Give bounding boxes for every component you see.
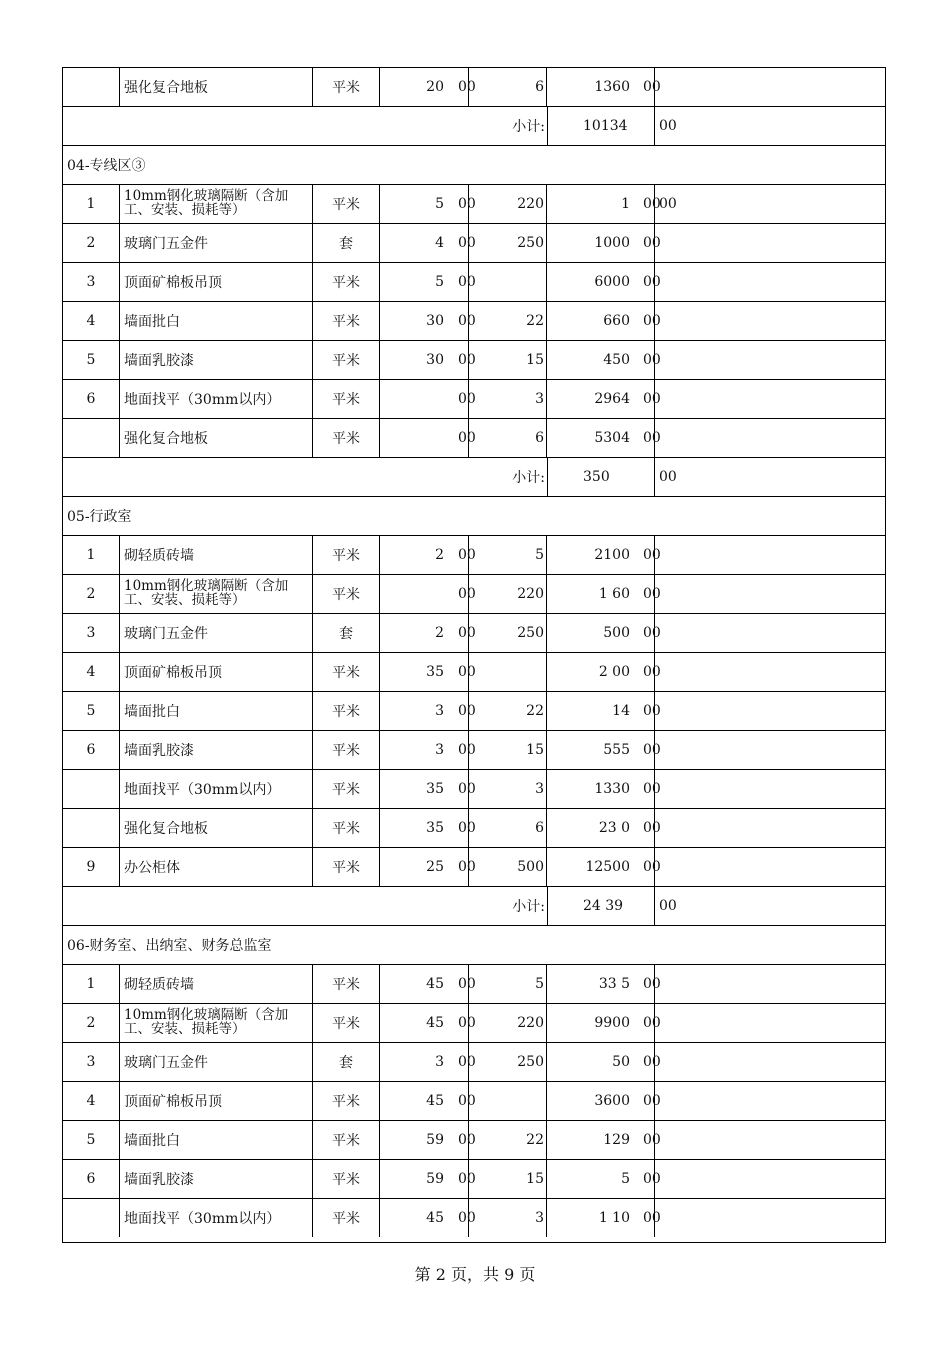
- item-name: 墙面批白: [120, 1121, 313, 1159]
- item-price: 250: [469, 1043, 547, 1081]
- item-remark: [655, 770, 885, 808]
- item-unit: 平米: [313, 731, 380, 769]
- item-number: 5: [63, 692, 120, 730]
- total-integer: 1 10: [598, 1210, 630, 1226]
- quantity-decimal: 00: [458, 586, 476, 602]
- item-unit: 平米: [313, 809, 380, 847]
- total-decimal: 00: [643, 742, 661, 758]
- total-integer: 1330: [594, 781, 630, 797]
- total-integer: 2 00: [598, 664, 630, 680]
- item-name: 墙面乳胶漆: [120, 341, 313, 379]
- item-remark: [655, 653, 885, 691]
- quantity-integer: 3: [435, 703, 444, 719]
- item-price: [469, 1082, 547, 1120]
- item-unit: 平米: [313, 770, 380, 808]
- quantity-decimal: 00: [458, 664, 476, 680]
- item-number: [63, 68, 120, 106]
- quantity-decimal: 00: [458, 859, 476, 875]
- item-number: 4: [63, 302, 120, 340]
- item-name: 地面找平（30mm以内）: [120, 770, 313, 808]
- item-unit: 平米: [313, 1199, 380, 1237]
- table-row: [63, 1160, 885, 1199]
- quantity-integer: 30: [426, 352, 444, 368]
- quantity-integer: 59: [426, 1171, 444, 1187]
- item-price: 3: [469, 380, 547, 418]
- quantity-integer: 4: [435, 235, 444, 251]
- subtotal-value: 10134: [583, 118, 628, 134]
- item-unit: 平米: [313, 965, 380, 1003]
- table-row: [63, 341, 885, 380]
- table-row: [63, 653, 885, 692]
- total-decimal: 00: [643, 859, 661, 875]
- item-price: [469, 263, 547, 301]
- table-row: [63, 614, 885, 653]
- item-unit: 平米: [313, 692, 380, 730]
- total-decimal: 00: [643, 976, 661, 992]
- item-number: 3: [63, 263, 120, 301]
- item-number: 5: [63, 341, 120, 379]
- quantity-integer: [420, 419, 444, 457]
- item-number: 6: [63, 1160, 120, 1198]
- quantity-integer: [420, 380, 444, 418]
- item-number: 4: [63, 653, 120, 691]
- item-remark: [655, 1199, 885, 1237]
- quantity-decimal: 00: [458, 235, 476, 251]
- item-number: 9: [63, 848, 120, 886]
- quantity-integer: 30: [426, 313, 444, 329]
- item-remark: [655, 1082, 885, 1120]
- item-remark: [655, 1160, 885, 1198]
- table-row: [63, 263, 885, 302]
- quantity-decimal: 00: [458, 742, 476, 758]
- table-row: [63, 536, 885, 575]
- item-name: 墙面乳胶漆: [120, 731, 313, 769]
- total-decimal: 00: [643, 352, 661, 368]
- total-integer: 500: [603, 625, 630, 641]
- subtotal-value: 24 39: [583, 898, 624, 914]
- section-title: 04-专线区③: [67, 158, 146, 174]
- total-decimal: 00: [643, 1015, 661, 1031]
- table-row: [63, 809, 885, 848]
- item-unit: 平米: [313, 302, 380, 340]
- item-name: 顶面矿棉板吊顶: [120, 1082, 313, 1120]
- total-decimal: 00: [643, 1093, 661, 1109]
- item-number: 2: [63, 1004, 120, 1042]
- item-price: 3: [469, 770, 547, 808]
- total-decimal: 00: [643, 235, 661, 251]
- item-remark: [655, 614, 885, 652]
- item-price: 3: [469, 1199, 547, 1237]
- item-number: 4: [63, 1082, 120, 1120]
- total-integer: 1 60: [598, 586, 630, 602]
- total-decimal: 00: [643, 391, 661, 407]
- item-remark: [655, 731, 885, 769]
- item-name: 玻璃门五金件: [120, 224, 313, 262]
- total-extra: 00: [659, 196, 677, 212]
- total-integer: 1000: [594, 235, 630, 251]
- quantity-integer: 3: [435, 1054, 444, 1070]
- item-price: 6: [469, 419, 547, 457]
- quantity-integer: 20: [426, 79, 444, 95]
- table-row: [63, 575, 885, 614]
- item-price: 22: [469, 1121, 547, 1159]
- subtotal-row: [63, 107, 885, 146]
- item-price: 15: [469, 1160, 547, 1198]
- quantity-integer: 3: [435, 742, 444, 758]
- item-remark: [655, 536, 885, 574]
- subtotal-row: [63, 458, 885, 497]
- item-name: 玻璃门五金件: [120, 614, 313, 652]
- page-footer: 第 2 页，共 9 页: [414, 1265, 536, 1284]
- item-price: 220: [469, 185, 547, 223]
- total-integer: 14: [612, 703, 630, 719]
- total-decimal: 00: [643, 1132, 661, 1148]
- item-price: 6: [469, 68, 547, 106]
- item-number: 3: [63, 1043, 120, 1081]
- item-remark: [655, 809, 885, 847]
- quantity-decimal: 00: [458, 79, 476, 95]
- item-remark: [655, 224, 885, 262]
- table-row: [63, 224, 885, 263]
- total-integer: 33 5: [598, 976, 630, 992]
- item-number: [63, 809, 120, 847]
- item-remark: [655, 185, 885, 223]
- section-row: [63, 146, 885, 185]
- table-row: [63, 1199, 885, 1238]
- quantity-decimal: 00: [458, 781, 476, 797]
- table-row: [63, 185, 885, 224]
- item-unit: 平米: [313, 848, 380, 886]
- section-row: [63, 497, 885, 536]
- quantity-integer: 35: [426, 820, 444, 836]
- item-unit: 套: [313, 1043, 380, 1081]
- table-row: [63, 419, 885, 458]
- total-integer: 1: [621, 196, 630, 212]
- item-price: 250: [469, 224, 547, 262]
- table-row: [63, 1121, 885, 1160]
- total-decimal: 00: [643, 664, 661, 680]
- total-decimal: 00: [643, 1054, 661, 1070]
- table-row: [63, 380, 885, 419]
- item-name: 10mm钢化玻璃隔断（含加工、安装、损耗等）: [120, 1004, 313, 1042]
- quote-table: [62, 67, 886, 1243]
- item-number: 1: [63, 965, 120, 1003]
- item-remark: [655, 419, 885, 457]
- item-number: [63, 1199, 120, 1237]
- total-integer: 1360: [594, 79, 630, 95]
- total-decimal: 00: [643, 1171, 661, 1187]
- quantity-decimal: 00: [458, 196, 476, 212]
- total-integer: 129: [603, 1132, 630, 1148]
- item-name: 10mm钢化玻璃隔断（含加工、安装、损耗等）: [120, 185, 313, 223]
- quantity-decimal: 00: [458, 703, 476, 719]
- total-integer: 5: [621, 1171, 630, 1187]
- item-name: 砌轻质砖墙: [120, 965, 313, 1003]
- table-row: [63, 692, 885, 731]
- quantity-decimal: 00: [458, 1210, 476, 1226]
- table-row: [63, 1082, 885, 1121]
- item-name: 10mm钢化玻璃隔断（含加工、安装、损耗等）: [120, 575, 313, 613]
- quantity-decimal: 00: [458, 820, 476, 836]
- item-remark: [655, 965, 885, 1003]
- item-price: [469, 653, 547, 691]
- item-number: 2: [63, 224, 120, 262]
- quantity-decimal: 00: [458, 976, 476, 992]
- table-row: [63, 1004, 885, 1043]
- total-integer: 23 0: [598, 820, 630, 836]
- table-row: [63, 770, 885, 809]
- subtotal-cents: 00: [659, 898, 677, 914]
- quantity-decimal: 00: [458, 1132, 476, 1148]
- total-decimal: 00: [643, 430, 661, 446]
- total-integer: 2100: [594, 547, 630, 563]
- item-name: 地面找平（30mm以内）: [120, 380, 313, 418]
- item-unit: 平米: [313, 263, 380, 301]
- item-number: 2: [63, 575, 120, 613]
- item-price: 22: [469, 692, 547, 730]
- item-number: 1: [63, 185, 120, 223]
- item-unit: 平米: [313, 1121, 380, 1159]
- item-unit: 套: [313, 614, 380, 652]
- quantity-integer: [420, 575, 444, 613]
- item-number: 5: [63, 1121, 120, 1159]
- item-number: [63, 419, 120, 457]
- item-remark: [655, 380, 885, 418]
- quantity-decimal: 00: [458, 547, 476, 563]
- subtotal-value: 350: [583, 469, 610, 485]
- item-name: 强化复合地板: [120, 419, 313, 457]
- item-unit: 平米: [313, 536, 380, 574]
- item-remark: [655, 341, 885, 379]
- total-decimal: 00: [643, 781, 661, 797]
- item-number: 3: [63, 614, 120, 652]
- item-unit: 平米: [313, 68, 380, 106]
- section-title: 05-行政室: [67, 509, 132, 525]
- item-name: 砌轻质砖墙: [120, 536, 313, 574]
- item-name: 地面找平（30mm以内）: [120, 1199, 313, 1237]
- quantity-decimal: 00: [458, 274, 476, 290]
- total-integer: 2964: [594, 391, 630, 407]
- item-price: 22: [469, 302, 547, 340]
- subtotal-label: 小计:: [512, 470, 545, 486]
- total-integer: 50: [612, 1054, 630, 1070]
- item-unit: 平米: [313, 380, 380, 418]
- table-row: [63, 68, 885, 107]
- item-number: 6: [63, 731, 120, 769]
- item-remark: [655, 1121, 885, 1159]
- total-decimal: 00: [643, 196, 661, 212]
- total-integer: 555: [603, 742, 630, 758]
- quantity-integer: 5: [435, 274, 444, 290]
- item-price: 220: [469, 1004, 547, 1042]
- section-row: [63, 926, 885, 965]
- total-decimal: 00: [643, 547, 661, 563]
- total-decimal: 00: [643, 1210, 661, 1226]
- item-remark: [655, 692, 885, 730]
- item-remark: [655, 575, 885, 613]
- quantity-integer: 2: [435, 625, 444, 641]
- total-integer: 12500: [585, 859, 630, 875]
- item-unit: 平米: [313, 341, 380, 379]
- total-integer: 3600: [594, 1093, 630, 1109]
- item-unit: 平米: [313, 1160, 380, 1198]
- total-integer: 9900: [594, 1015, 630, 1031]
- item-unit: 套: [313, 224, 380, 262]
- quantity-decimal: 00: [458, 1171, 476, 1187]
- item-unit: 平米: [313, 653, 380, 691]
- table-row: [63, 731, 885, 770]
- subtotal-row: [63, 887, 885, 926]
- total-decimal: 00: [643, 79, 661, 95]
- item-remark: [655, 263, 885, 301]
- quantity-decimal: 00: [458, 352, 476, 368]
- total-decimal: 00: [643, 313, 661, 329]
- item-number: 6: [63, 380, 120, 418]
- item-remark: [655, 302, 885, 340]
- quantity-integer: 2: [435, 547, 444, 563]
- total-integer: 6000: [594, 274, 630, 290]
- item-price: 5: [469, 965, 547, 1003]
- item-remark: [655, 1004, 885, 1042]
- quantity-decimal: 00: [458, 313, 476, 329]
- total-decimal: 00: [643, 625, 661, 641]
- total-decimal: 00: [643, 274, 661, 290]
- item-name: 强化复合地板: [120, 68, 313, 106]
- item-unit: 平米: [313, 419, 380, 457]
- subtotal-label: 小计:: [512, 119, 545, 135]
- total-integer: 450: [603, 352, 630, 368]
- item-unit: 平米: [313, 1004, 380, 1042]
- quantity-decimal: 00: [458, 625, 476, 641]
- quantity-integer: 35: [426, 664, 444, 680]
- quantity-decimal: 00: [458, 1093, 476, 1109]
- item-name: 顶面矿棉板吊顶: [120, 653, 313, 691]
- total-decimal: 00: [643, 586, 661, 602]
- table-row: [63, 1043, 885, 1082]
- section-title: 06-财务室、出纳室、财务总监室: [67, 938, 272, 954]
- item-unit: 平米: [313, 185, 380, 223]
- quantity-integer: 5: [435, 196, 444, 212]
- item-name: 墙面乳胶漆: [120, 1160, 313, 1198]
- total-decimal: 00: [643, 703, 661, 719]
- item-remark: [655, 68, 885, 106]
- item-price: 250: [469, 614, 547, 652]
- quantity-integer: 59: [426, 1132, 444, 1148]
- item-name: 强化复合地板: [120, 809, 313, 847]
- item-unit: 平米: [313, 575, 380, 613]
- item-price: 5: [469, 536, 547, 574]
- table-row: [63, 302, 885, 341]
- quantity-decimal: 00: [458, 430, 476, 446]
- quantity-decimal: 00: [458, 1054, 476, 1070]
- quantity-integer: 25: [426, 859, 444, 875]
- item-name: 顶面矿棉板吊顶: [120, 263, 313, 301]
- item-name: 玻璃门五金件: [120, 1043, 313, 1081]
- item-unit: 平米: [313, 1082, 380, 1120]
- item-price: 220: [469, 575, 547, 613]
- total-integer: 660: [603, 313, 630, 329]
- total-integer: 5304: [594, 430, 630, 446]
- item-remark: [655, 848, 885, 886]
- quantity-decimal: 00: [458, 1015, 476, 1031]
- item-remark: [655, 1043, 885, 1081]
- quantity-integer: 45: [426, 1210, 444, 1226]
- table-row: [63, 965, 885, 1004]
- item-name: 墙面批白: [120, 302, 313, 340]
- subtotal-cents: 00: [659, 118, 677, 134]
- item-price: 500: [469, 848, 547, 886]
- item-name: 办公柜体: [120, 848, 313, 886]
- subtotal-cents: 00: [659, 469, 677, 485]
- item-price: 15: [469, 341, 547, 379]
- item-number: 1: [63, 536, 120, 574]
- quantity-integer: 35: [426, 781, 444, 797]
- quantity-integer: 45: [426, 976, 444, 992]
- quantity-integer: 45: [426, 1015, 444, 1031]
- item-name: 墙面批白: [120, 692, 313, 730]
- table-row: [63, 848, 885, 887]
- item-number: [63, 770, 120, 808]
- item-price: 6: [469, 809, 547, 847]
- quantity-decimal: 00: [458, 391, 476, 407]
- quantity-integer: 45: [426, 1093, 444, 1109]
- total-decimal: 00: [643, 820, 661, 836]
- subtotal-label: 小计:: [512, 899, 545, 915]
- item-price: 15: [469, 731, 547, 769]
